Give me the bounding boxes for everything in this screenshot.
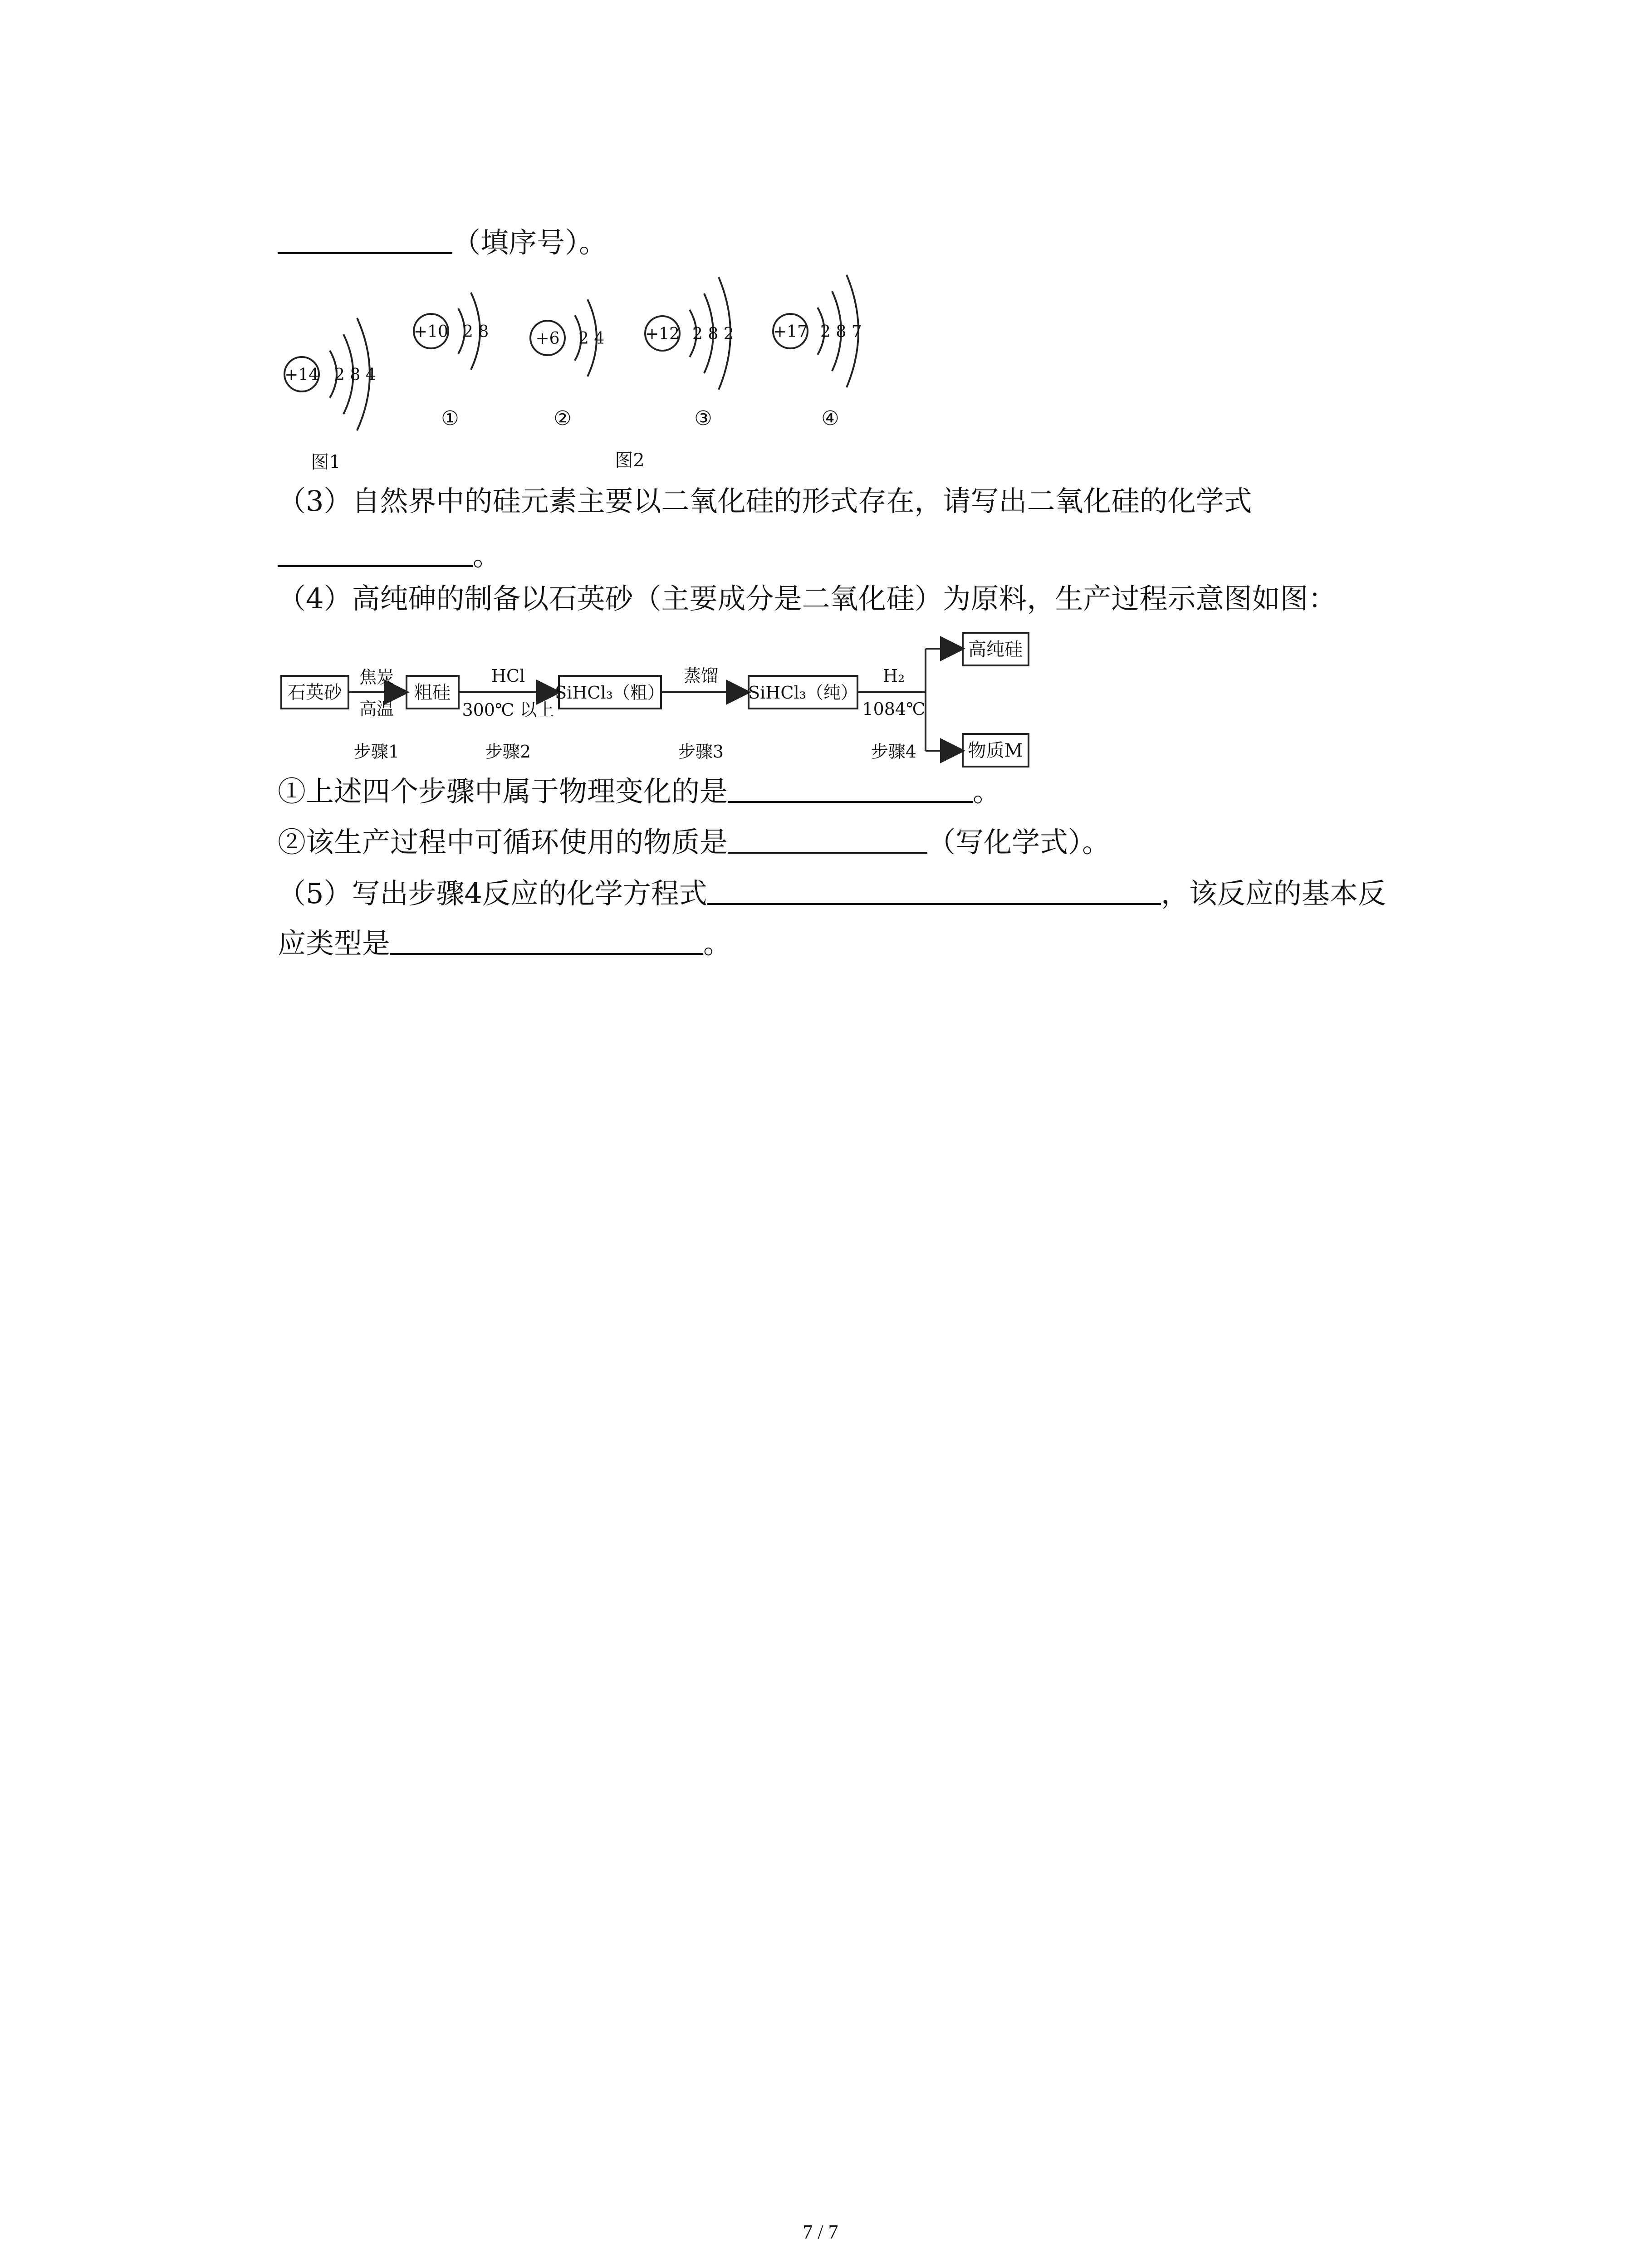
- step2-label: 步骤2: [485, 742, 531, 762]
- atom-shells: 2 4: [578, 329, 605, 348]
- q4-2-text: ②该生产过程中可循环使用的物质是: [278, 826, 728, 859]
- atom-nucleus: +10: [414, 323, 448, 341]
- atom-shells: 2 8 7: [820, 323, 862, 341]
- arrow4-top-label: H₂: [882, 666, 905, 686]
- arrow1-bottom-label: 高温: [359, 699, 394, 719]
- q2-answer-line: [278, 222, 607, 263]
- q3-answer-line: [278, 535, 501, 576]
- step3-label: 步骤3: [678, 742, 724, 762]
- arrow2-top-label: HCl: [491, 666, 525, 686]
- q4-1-end: 。: [973, 775, 1001, 808]
- q3-question: [278, 481, 1252, 522]
- q5-text: （5）写出步骤4反应的化学方程式: [278, 877, 707, 910]
- atom-option-1: [414, 293, 489, 370]
- atom-shells: 2 8 4: [334, 366, 376, 384]
- q5-line2: 应类型是: [278, 927, 391, 960]
- atom-shells: 2 8 2: [692, 325, 734, 343]
- option-marker-1: ①: [441, 407, 459, 430]
- atom-nucleus: +17: [773, 323, 808, 341]
- q5-question: [278, 873, 1386, 914]
- figure-2-label: 图2: [615, 450, 645, 471]
- page-number: 7 / 7: [803, 2221, 838, 2243]
- q3-text: （3）自然界中的硅元素主要以二氧化硅的形式存在，请写出二氧化硅的化学式: [278, 484, 1252, 518]
- atom-structure-figure: [268, 259, 926, 485]
- q4-question: [278, 578, 1336, 619]
- atom-nucleus: +14: [284, 366, 319, 384]
- atom-option-2: [530, 299, 604, 376]
- q4-1-text: ①上述四个步骤中属于物理变化的是: [278, 775, 728, 808]
- box-substance-m-label: 物质M: [968, 740, 1023, 761]
- q3-end: 。: [473, 539, 501, 572]
- q4-2-end: （写化学式）。: [927, 826, 1111, 859]
- q5-end: 。: [703, 927, 732, 960]
- figure-1-label: 图1: [311, 452, 341, 473]
- arrow4-bottom-label: 1084℃: [862, 699, 926, 719]
- box-quartz-sand-label: 石英砂: [288, 682, 342, 703]
- q4-2-question: [278, 822, 1110, 863]
- q5-equation-blank[interactable]: [707, 875, 1161, 905]
- atom-nucleus: +12: [645, 325, 680, 343]
- box-crude-silicon-label: 粗硅: [414, 682, 451, 703]
- q4-text: （4）高纯砷的制备以石英砂（主要成分是二氧化硅）为原料，生产过程示意图如图：: [278, 582, 1337, 615]
- q5-type-blank[interactable]: [390, 925, 703, 955]
- atom-option-3: [645, 277, 734, 390]
- option-marker-2: ②: [554, 407, 572, 430]
- atom-figure-1: [284, 318, 376, 430]
- production-flow-diagram: [272, 621, 1089, 771]
- option-marker-4: ④: [821, 407, 839, 430]
- q3-answer-blank[interactable]: [278, 537, 473, 567]
- option-marker-3: ③: [694, 407, 712, 430]
- step1-label: 步骤1: [353, 742, 400, 762]
- q4-1-answer-blank[interactable]: [728, 773, 973, 803]
- arrow3-top-label: 蒸馏: [683, 666, 719, 686]
- arrow2-bottom-label: 300℃ 以上: [462, 700, 554, 720]
- q4-1-question: [278, 771, 1001, 812]
- box-sihcl3-crude-label: SiHCl₃（粗）: [555, 683, 665, 703]
- q5-mid: ，该反应的基本反: [1161, 877, 1386, 910]
- atom-nucleus: +6: [535, 329, 560, 348]
- atom-shells: 2 8: [463, 323, 489, 341]
- q2-suffix: （填序号）。: [452, 226, 607, 259]
- q2-answer-blank[interactable]: [278, 224, 452, 254]
- q5-question-line2: [278, 923, 731, 964]
- box-sihcl3-pure-label: SiHCl₃（纯）: [748, 683, 858, 703]
- box-high-purity-silicon-label: 高纯硅: [968, 639, 1023, 660]
- atom-option-4: [773, 275, 862, 387]
- arrow1-top-label: 焦炭: [359, 667, 394, 687]
- q4-2-answer-blank[interactable]: [728, 824, 927, 854]
- step4-label: 步骤4: [871, 742, 917, 762]
